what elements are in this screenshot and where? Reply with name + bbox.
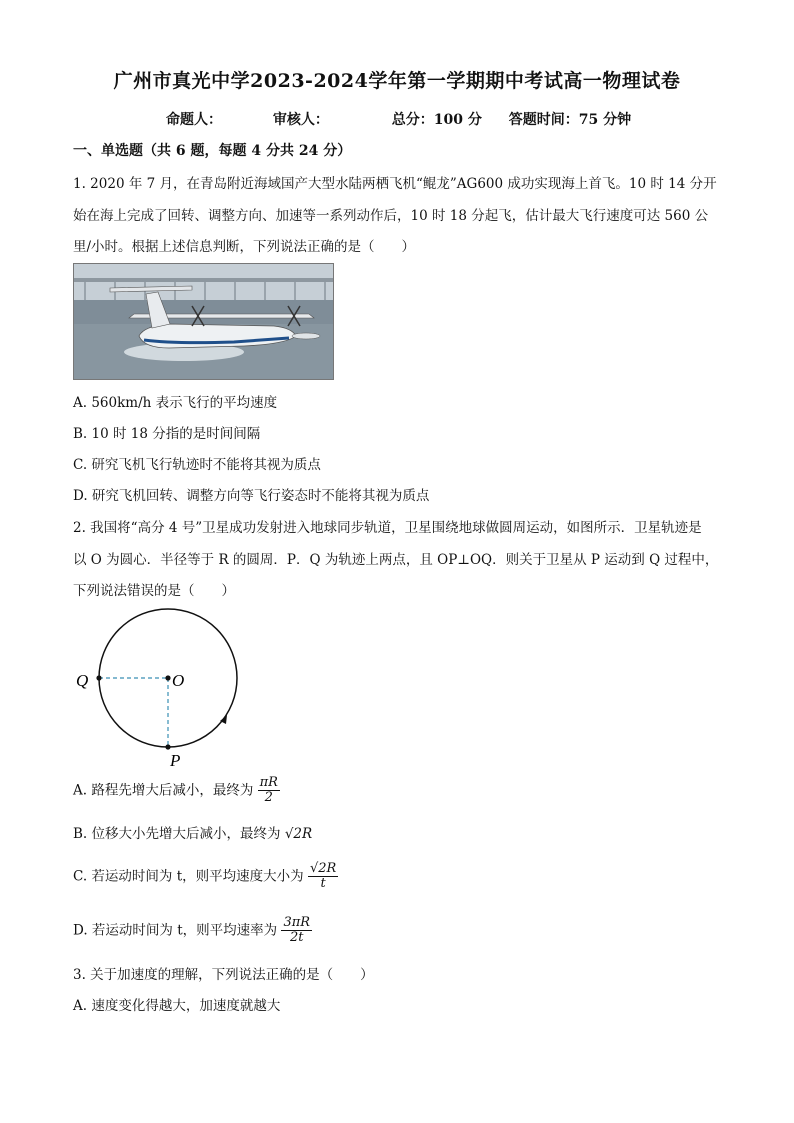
q2-line-3: 下列说法错误的是（ ）: [73, 583, 235, 599]
label-o: O: [172, 671, 185, 690]
section-heading: 一、单选题（共 6 题，每题 4 分共 24 分）: [73, 143, 352, 159]
fraction-numerator: √2R: [309, 861, 337, 876]
author-label: 命题人：: [166, 112, 222, 128]
label-p: P: [170, 751, 181, 770]
orbit-diagram: [70, 602, 250, 772]
q2-option-d-text: D. 若运动时间为 t，则平均速率为: [73, 922, 278, 939]
fraction-denominator: t: [320, 876, 326, 892]
fraction-denominator: 2t: [290, 930, 304, 946]
q2-option-b: [73, 822, 312, 842]
fraction-numerator: πR: [259, 775, 278, 790]
point-q: [96, 675, 101, 680]
q2-option-d: [73, 916, 312, 946]
seaplane-photo: [73, 263, 334, 380]
q2-option-c-fraction: [308, 862, 338, 892]
q3-option-a: A. 速度变化得越大，加速度就越大: [73, 998, 281, 1014]
seaplane-illustration: [74, 264, 333, 379]
q1-line-3: 里/小时。根据上述信息判断，下列说法正确的是（ ）: [73, 239, 416, 255]
label-q: Q: [76, 671, 89, 690]
q2-option-c-text: C. 若运动时间为 t，则平均速度大小为: [73, 868, 304, 885]
q1-option-b: B. 10 时 18 分指的是时间间隔: [73, 426, 261, 442]
q2-option-c: [73, 862, 338, 892]
q1-line-2: 始在海上完成了回转、调整方向、加速等一系列动作后，10 时 18 分起飞，估计最大飞行速度可达 560 公: [73, 208, 709, 224]
fraction-denominator: 2: [264, 790, 273, 806]
fraction-numerator: 3πR: [283, 915, 311, 930]
q2-option-a-fraction: [258, 776, 280, 806]
point-o: [165, 675, 170, 680]
q2-option-b-text: B. 位移大小先增大后减小，最终为: [73, 826, 281, 842]
exam-duration: 答题时间：75 分钟: [508, 112, 632, 128]
q1-option-c: C. 研究飞机飞行轨迹时不能将其视为质点: [73, 457, 321, 473]
reviewer-label: 审核人：: [272, 112, 329, 128]
q1-option-d: D. 研究飞机回转、调整方向等飞行姿态时不能将其视为质点: [73, 488, 430, 504]
q2-line-2: 以 O 为圆心．半径等于 R 的圆周．P．Q 为轨迹上两点，且 OP⊥OQ．则关于卫星从 P 运动到 Q 过程中，: [73, 552, 719, 568]
q2-option-b-expr: √2R: [284, 826, 313, 842]
q2-option-a: [73, 776, 280, 806]
q1-option-a: A. 560km/h 表示飞行的平均速度: [73, 395, 278, 411]
exam-meta: [166, 109, 631, 129]
point-p: [165, 744, 170, 749]
q1-line-1: 1. 2020 年 7 月，在青岛附近海域国产大型水陆两栖飞机“鲲龙”AG600 成功实现海上首飞。10 时 14 分开: [73, 176, 717, 192]
q2-option-a-text: A. 路程先增大后减小，最终为: [73, 782, 254, 799]
total-score: 总分：100 分: [391, 112, 482, 128]
q2-option-d-fraction: [281, 916, 312, 946]
q3-line-1: 3. 关于加速度的理解，下列说法正确的是（ ）: [73, 967, 374, 983]
q2-line-1: 2. 我国将“高分 4 号”卫星成功发射进入地球同步轨道，卫星围绕地球做圆周运动，如图所示．卫星轨迹是: [73, 520, 702, 536]
exam-title: 广州市真光中学2023-2024学年第一学期期中考试高一物理试卷: [113, 70, 681, 92]
